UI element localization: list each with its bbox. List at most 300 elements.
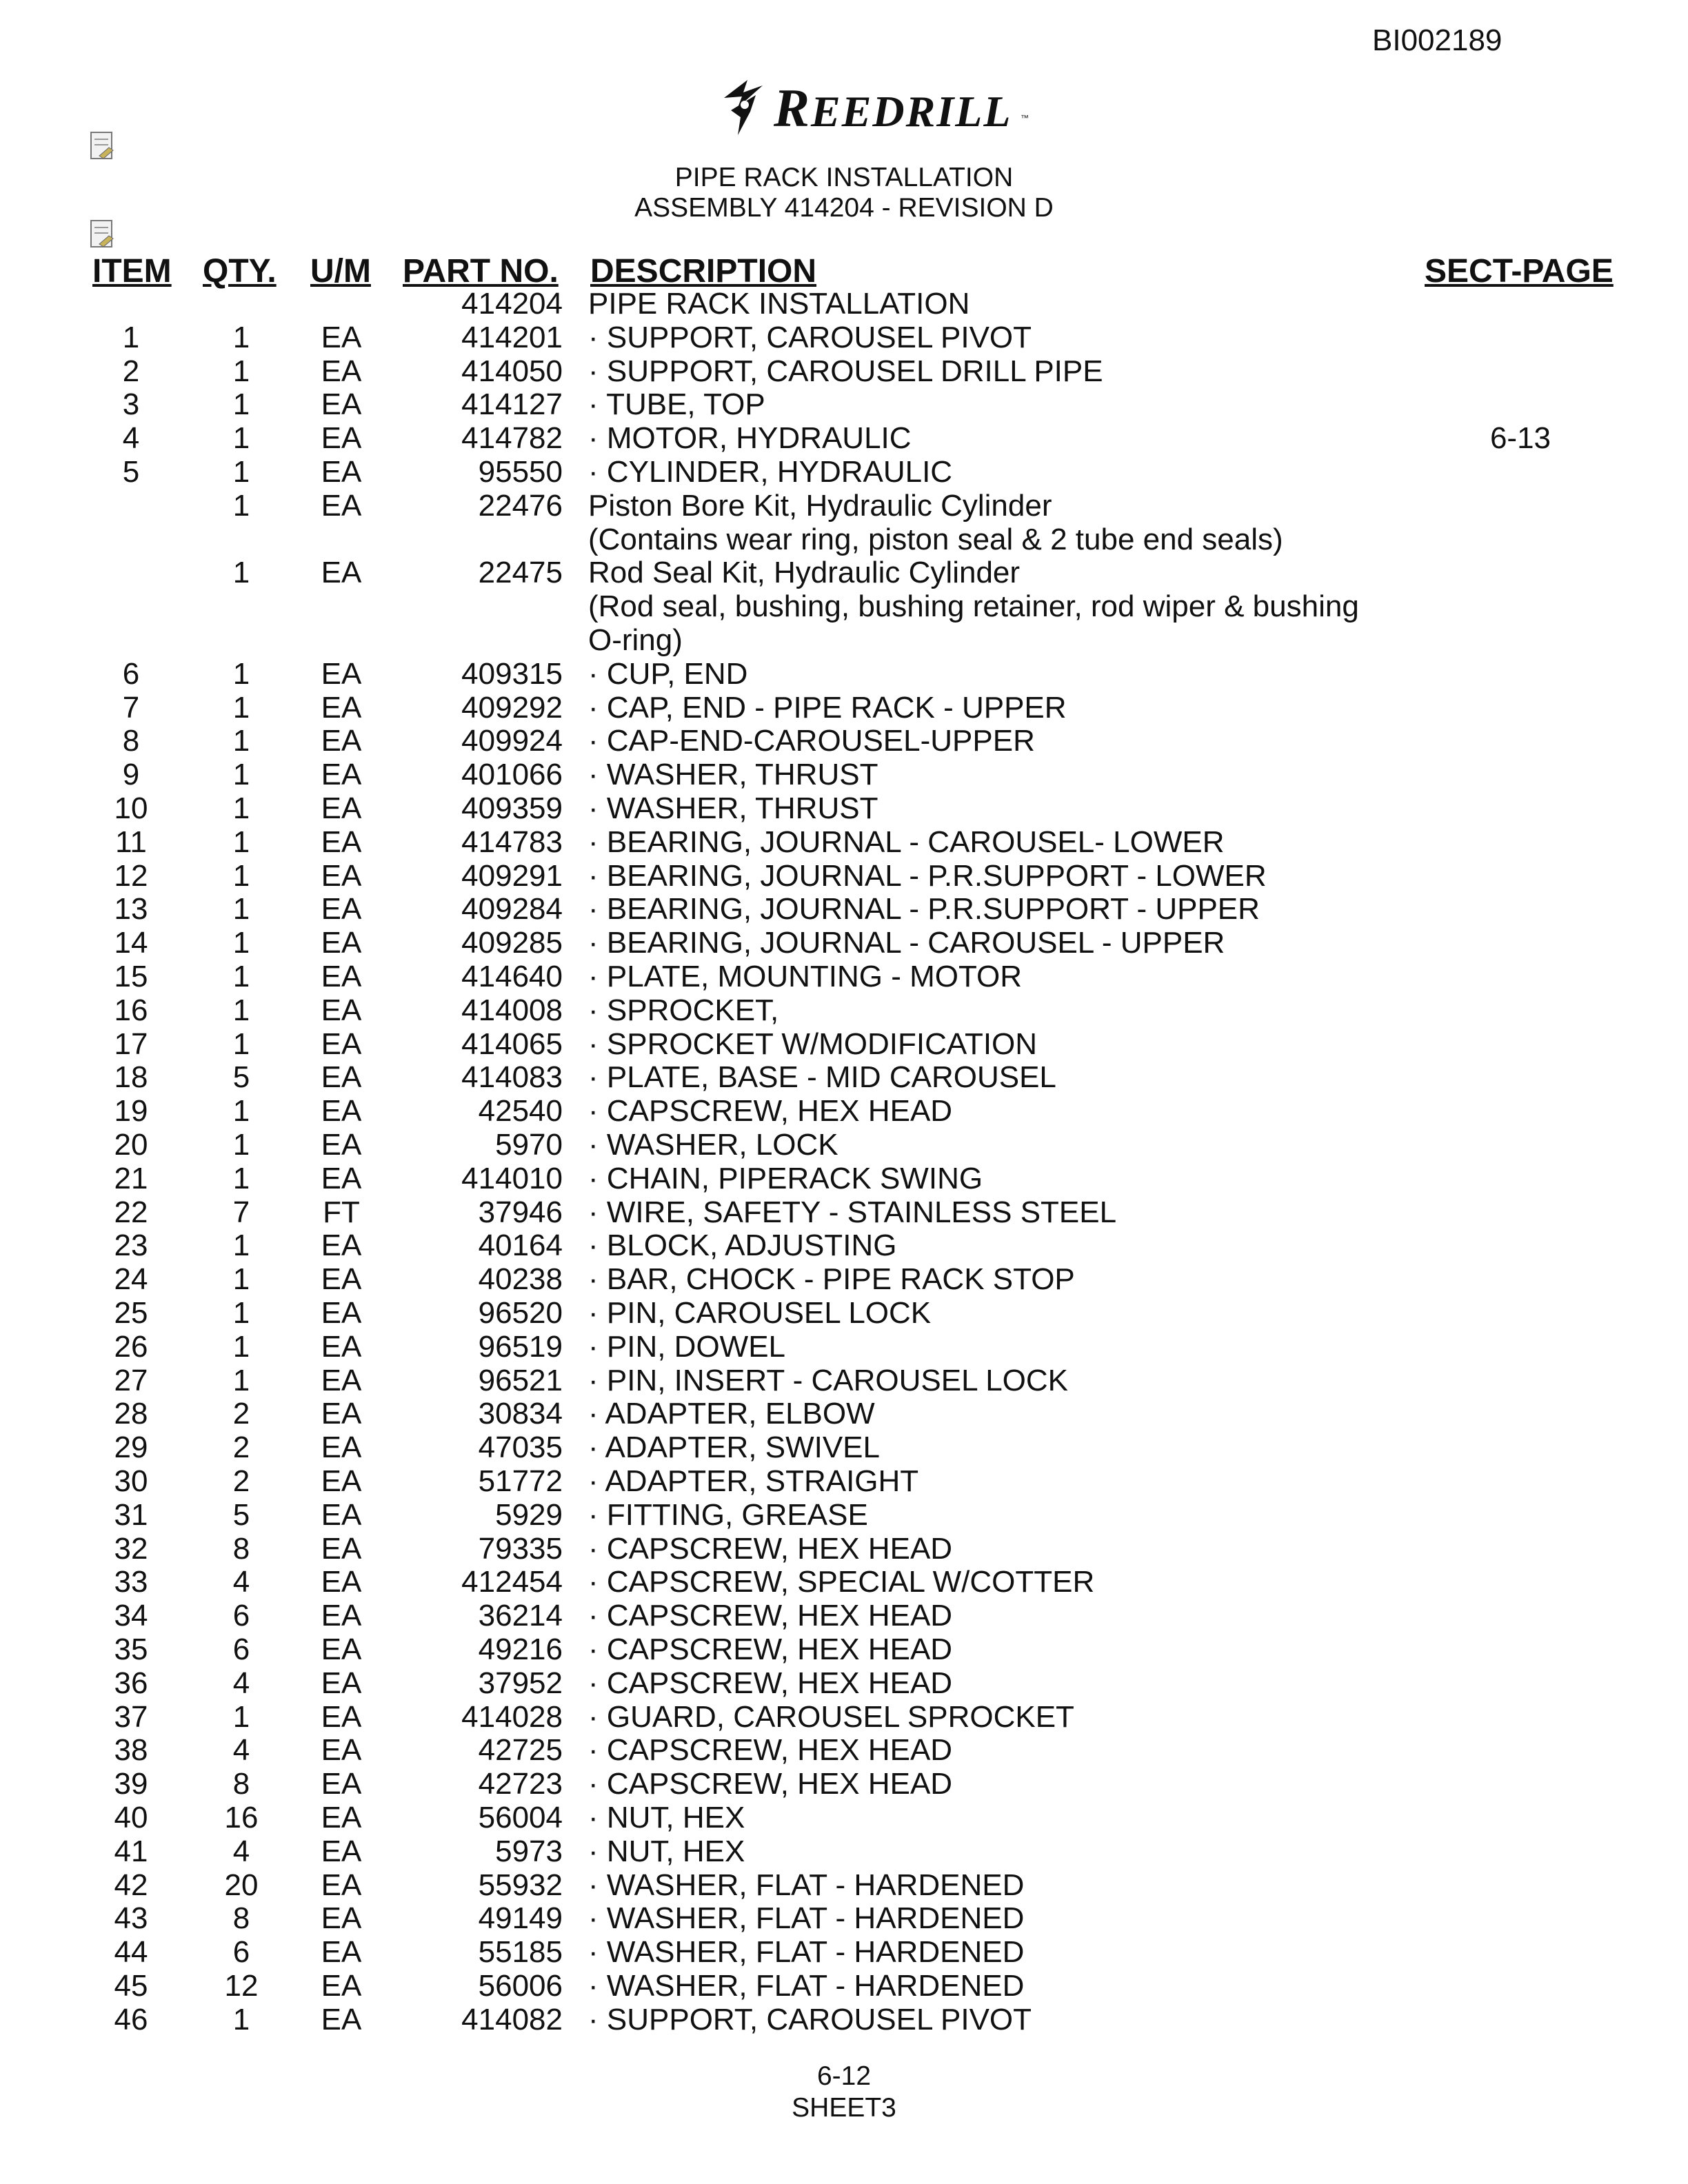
unit-of-measure: EA [321,1397,362,1431]
item-number: 8 [122,724,140,758]
part-number: 414050 [461,354,563,388]
unit-of-measure: EA [321,1969,362,2003]
part-number: 40238 [478,1262,563,1297]
part-number: 56004 [478,1801,563,1834]
quantity: 1 [232,858,250,893]
table-row [0,1094,1688,1128]
part-number: 55932 [478,1868,563,1902]
item-number: 46 [114,2002,148,2036]
unit-of-measure: EA [321,791,362,825]
description: · WASHER, LOCK [588,1128,838,1162]
unit-of-measure: EA [321,1430,362,1465]
column-header-description: DESCRIPTION [590,253,817,290]
table-row [0,623,1688,657]
quantity: 1 [232,1094,250,1129]
description: · PIN, INSERT - CAROUSEL LOCK [588,1363,1069,1397]
table-row [0,1430,1688,1464]
item-number: 31 [114,1497,148,1532]
item-number: 4 [122,421,140,456]
item-number: 15 [114,960,148,993]
part-number: 55185 [478,1935,563,1970]
unit-of-measure: EA [321,1329,362,1364]
column-header-um: U/M [310,253,371,290]
unit-of-measure: EA [321,724,362,758]
table-row [0,1632,1688,1666]
description: (Contains wear ring, piston seal & 2 tube end seals) [588,522,1283,556]
unit-of-measure: EA [321,1935,362,1970]
table-row [0,825,1688,859]
quantity: 1 [232,656,250,691]
unit-of-measure: EA [321,758,362,792]
description: · PLATE, MOUNTING - MOTOR [588,960,1023,993]
description: · NUT, HEX [588,1801,745,1834]
part-number: 37946 [478,1195,563,1229]
table-row [0,1262,1688,1296]
table-row [0,1027,1688,1061]
part-number: 409285 [461,926,563,960]
table-row [0,1532,1688,1566]
table-row [0,1565,1688,1599]
quantity: 1 [232,1128,250,1162]
part-number: 30834 [478,1397,563,1431]
description: · BEARING, JOURNAL - CAROUSEL- LOWER [588,825,1225,859]
table-row [0,1364,1688,1397]
unit-of-measure: EA [321,556,362,590]
part-number: 409359 [461,791,563,825]
quantity: 1 [232,421,250,456]
unit-of-measure: EA [321,926,362,960]
description: · CAPSCREW, HEX HEAD [588,1599,953,1633]
item-number: 16 [114,993,148,1027]
drill-bit-logo-icon [717,77,770,136]
table-row [0,1935,1688,1969]
table-row [0,892,1688,926]
quantity: 1 [232,488,250,523]
item-number: 11 [115,825,147,859]
table-row [0,354,1688,388]
table-row [0,691,1688,725]
part-number: 37952 [478,1666,563,1700]
unit-of-measure: EA [321,1060,362,1095]
table-row [0,287,1688,321]
part-number: 414204 [461,287,563,321]
part-number: 42540 [478,1094,563,1129]
item-number: 12 [114,858,148,893]
part-number: 414127 [461,387,563,422]
item-number: 25 [114,1296,148,1330]
document-title: PIPE RACK INSTALLATION [674,163,1014,192]
table-row [0,1195,1688,1229]
part-number: 79335 [478,1531,563,1566]
quantity: 1 [232,791,250,825]
table-row [0,1128,1688,1162]
table-row [0,455,1688,489]
description: · PIN, CAROUSEL LOCK [588,1296,932,1330]
quantity: 1 [232,993,250,1027]
part-number: 56006 [478,1969,563,2003]
part-number: 5929 [495,1497,563,1532]
item-number: 39 [114,1767,148,1801]
description: · SUPPORT, CAROUSEL PIVOT [588,320,1032,354]
item-number: 41 [114,1834,148,1868]
unit-of-measure: EA [321,1262,362,1297]
table-row [0,589,1688,623]
table-row [0,1397,1688,1430]
part-number: 409292 [461,690,563,725]
document-id: BI002189 [1372,23,1503,57]
quantity: 5 [232,1060,250,1095]
item-number: 17 [114,1027,148,1061]
item-number: 23 [114,1228,148,1263]
quantity: 1 [232,1027,250,1061]
quantity: 4 [232,1666,250,1700]
column-header-item: ITEM [92,253,172,290]
item-number: 34 [114,1599,148,1633]
part-number: 414640 [461,960,563,993]
table-row [0,1700,1688,1734]
description: · BEARING, JOURNAL - P.R.SUPPORT - LOWER [588,858,1267,893]
part-number: 36214 [478,1599,563,1633]
part-number: 42725 [478,1733,563,1768]
item-number: 3 [122,387,140,422]
unit-of-measure: EA [321,1296,362,1330]
item-number: 35 [114,1632,148,1666]
quantity: 6 [232,1935,250,1970]
quantity: 8 [232,1901,250,1936]
unit-of-measure: EA [321,690,362,725]
table-row [0,1464,1688,1498]
description: Piston Bore Kit, Hydraulic Cylinder [588,488,1052,523]
unit-of-measure: EA [321,1161,362,1195]
item-number: 27 [114,1363,148,1397]
unit-of-measure: EA [321,1767,362,1801]
table-row [0,2003,1688,2036]
item-number: 14 [114,926,148,960]
unit-of-measure: EA [321,1901,362,1936]
quantity: 8 [232,1531,250,1566]
unit-of-measure: EA [321,1128,362,1162]
part-number: 5973 [495,1834,563,1868]
item-number: 28 [114,1397,148,1431]
quantity: 1 [232,320,250,354]
quantity: 4 [232,1834,250,1868]
unit-of-measure: EA [321,1733,362,1768]
description: · WASHER, FLAT - HARDENED [588,1901,1025,1936]
part-number: 49216 [478,1632,563,1666]
unit-of-measure: EA [321,1531,362,1566]
table-row [0,1834,1688,1868]
table-row [0,724,1688,758]
item-number: 10 [114,791,148,825]
quantity: 1 [232,758,250,792]
item-number: 32 [114,1531,148,1566]
document-icon [90,219,117,250]
description: · SPROCKET W/MODIFICATION [588,1027,1038,1061]
reedrill-logo [717,77,1034,136]
description: · CAPSCREW, HEX HEAD [588,1666,953,1700]
quantity: 8 [232,1767,250,1801]
quantity: 1 [232,892,250,927]
column-header-sect-page: SECT-PAGE [1425,253,1614,290]
table-row [0,1296,1688,1330]
quantity: 1 [232,825,250,859]
logo-trademark: ™ [1021,113,1029,123]
quantity: 4 [232,1733,250,1768]
description: · FITTING, GREASE [588,1497,868,1532]
description: · NUT, HEX [588,1834,745,1868]
quantity: 1 [232,690,250,725]
description: · WASHER, FLAT - HARDENED [588,1868,1025,1902]
item-number: 13 [114,892,148,927]
unit-of-measure: EA [321,387,362,422]
item-number: 18 [114,1060,148,1095]
quantity: 1 [232,724,250,758]
table-row [0,1498,1688,1532]
table-row [0,1969,1688,2003]
part-number: 409291 [461,858,563,893]
description: · CHAIN, PIPERACK SWING [588,1161,983,1195]
item-number: 36 [114,1666,148,1700]
unit-of-measure: EA [321,1868,362,1902]
item-number: 2 [122,354,140,388]
unit-of-measure: EA [321,1228,362,1263]
part-number: 96520 [478,1296,563,1330]
description: Rod Seal Kit, Hydraulic Cylinder [588,556,1021,590]
description: · GUARD, CAROUSEL SPROCKET [588,1699,1074,1734]
part-number: 414065 [461,1027,563,1061]
description: · SUPPORT, CAROUSEL PIVOT [588,2002,1032,2036]
unit-of-measure: EA [321,993,362,1027]
description: · SUPPORT, CAROUSEL DRILL PIPE [588,354,1103,388]
table-row [0,1330,1688,1364]
item-number: 21 [114,1161,148,1195]
quantity: 1 [232,1296,250,1330]
description: · WASHER, FLAT - HARDENED [588,1935,1025,1970]
quantity: 1 [232,2002,250,2036]
description: · ADAPTER, SWIVEL [588,1430,880,1465]
part-number: 414083 [461,1060,563,1095]
document-icon [90,131,117,161]
unit-of-measure: EA [321,825,362,859]
description: · CAPSCREW, HEX HEAD [588,1094,953,1129]
table-row [0,1162,1688,1195]
unit-of-measure: EA [321,354,362,388]
quantity: 12 [224,1969,259,2003]
quantity: 1 [232,556,250,590]
part-number: 414028 [461,1699,563,1734]
table-row [0,791,1688,825]
description: · ADAPTER, STRAIGHT [588,1464,919,1498]
table-row [0,758,1688,791]
page-number: 6-12 [816,2061,872,2091]
item-number: 19 [114,1094,148,1129]
unit-of-measure: EA [321,320,362,354]
quantity: 1 [232,926,250,960]
description: · CAPSCREW, HEX HEAD [588,1767,953,1801]
part-number: 414082 [461,2002,563,2036]
part-number: 22475 [478,556,563,590]
unit-of-measure: EA [321,488,362,523]
quantity: 1 [232,1262,250,1297]
item-number: 29 [114,1430,148,1465]
quantity: 7 [232,1195,250,1229]
quantity: 1 [232,960,250,993]
description: · WASHER, THRUST [588,758,878,792]
table-row [0,1060,1688,1094]
description: · CAP, END - PIPE RACK - UPPER [588,690,1067,725]
table-row [0,1228,1688,1262]
quantity: 2 [232,1397,250,1431]
item-number: 37 [114,1699,148,1734]
quantity: 20 [224,1868,259,1902]
item-number: 6 [122,656,140,691]
quantity: 1 [232,1329,250,1364]
description: · BLOCK, ADJUSTING [588,1228,897,1263]
unit-of-measure: EA [321,1801,362,1834]
item-number: 24 [114,1262,148,1297]
table-row [0,926,1688,960]
part-number: 414782 [461,421,563,456]
item-number: 44 [114,1935,148,1970]
quantity: 2 [232,1430,250,1465]
unit-of-measure: EA [321,1834,362,1868]
description: · PLATE, BASE - MID CAROUSEL [588,1060,1056,1095]
quantity: 16 [224,1801,259,1834]
description: · TUBE, TOP [588,387,765,422]
item-number: 45 [114,1969,148,2003]
unit-of-measure: EA [321,1666,362,1700]
part-number: 412454 [461,1565,563,1599]
description: · BEARING, JOURNAL - P.R.SUPPORT - UPPER [588,892,1260,927]
part-number: 409924 [461,724,563,758]
quantity: 1 [232,387,250,422]
item-number: 33 [114,1565,148,1599]
quantity: 1 [232,1363,250,1397]
assembly-revision: ASSEMBLY 414204 - REVISION D [634,193,1054,223]
table-row [0,321,1688,354]
part-number: 95550 [478,455,563,489]
section-page: 6-13 [1489,421,1551,456]
part-number: 414008 [461,993,563,1027]
quantity: 6 [232,1632,250,1666]
table-row [0,1868,1688,1902]
part-number: 47035 [478,1430,563,1465]
item-number: 20 [114,1128,148,1162]
description: · SPROCKET, [588,993,779,1027]
table-row [0,657,1688,691]
table-row [0,421,1688,455]
description: · WASHER, FLAT - HARDENED [588,1969,1025,2003]
item-number: 22 [114,1195,148,1229]
part-number: 414010 [461,1161,563,1195]
quantity: 1 [232,354,250,388]
description: · CYLINDER, HYDRAULIC [588,455,953,489]
table-row [0,1666,1688,1700]
part-number: 5970 [495,1128,563,1162]
unit-of-measure: EA [321,1699,362,1734]
item-number: 7 [122,690,140,725]
unit-of-measure: EA [321,2002,362,2036]
description: · PIN, DOWEL [588,1329,786,1364]
description: · WIRE, SAFETY - STAINLESS STEEL [588,1195,1117,1229]
description: · CUP, END [588,656,748,691]
table-row [0,1599,1688,1632]
description: · CAPSCREW, SPECIAL W/COTTER [588,1565,1095,1599]
description: · CAPSCREW, HEX HEAD [588,1531,953,1566]
part-number: 40164 [478,1228,563,1263]
description: · BEARING, JOURNAL - CAROUSEL - UPPER [588,926,1225,960]
quantity: 1 [232,455,250,489]
description: (Rod seal, bushing, bushing retainer, rod wiper & bushing [588,589,1359,624]
part-number: 96521 [478,1363,563,1397]
unit-of-measure: EA [321,455,362,489]
description: · CAPSCREW, HEX HEAD [588,1632,953,1666]
item-number: 38 [114,1733,148,1768]
table-row [0,960,1688,993]
item-number: 30 [114,1464,148,1498]
unit-of-measure: EA [321,1363,362,1397]
part-number: 51772 [478,1464,563,1498]
part-number: 96519 [478,1329,563,1364]
table-row [0,993,1688,1027]
part-number: 409284 [461,892,563,927]
item-number: 26 [114,1329,148,1364]
unit-of-measure: EA [321,858,362,893]
unit-of-measure: EA [321,656,362,691]
unit-of-measure: EA [321,1464,362,1498]
sheet-label: SHEET3 [792,2093,896,2123]
quantity: 1 [232,1699,250,1734]
description: · MOTOR, HYDRAULIC [588,421,912,456]
description: · WASHER, THRUST [588,791,878,825]
item-number: 43 [114,1901,148,1936]
part-number: 49149 [478,1901,563,1936]
unit-of-measure: FT [323,1195,360,1229]
item-number: 9 [122,758,140,792]
table-row [0,1767,1688,1801]
description: · CAPSCREW, HEX HEAD [588,1733,953,1768]
unit-of-measure: EA [321,892,362,927]
table-row [0,1733,1688,1767]
item-number: 42 [114,1868,148,1902]
description: · CAP-END-CAROUSEL-UPPER [588,724,1035,758]
part-number: 401066 [461,758,563,792]
quantity: 2 [232,1464,250,1498]
part-number: 409315 [461,656,563,691]
part-number: 414783 [461,825,563,859]
part-number: 22476 [478,488,563,523]
table-row [0,1901,1688,1935]
column-header-part-no: PART NO. [403,253,559,290]
table-row [0,387,1688,421]
item-number: 40 [114,1801,148,1834]
unit-of-measure: EA [321,1027,362,1061]
description: O-ring) [588,623,683,657]
part-number: 414201 [461,320,563,354]
quantity: 5 [232,1497,250,1532]
quantity: 1 [232,1161,250,1195]
unit-of-measure: EA [321,1632,362,1666]
quantity: 4 [232,1565,250,1599]
quantity: 1 [232,1228,250,1263]
column-header-qty: QTY. [203,253,277,290]
unit-of-measure: EA [321,1565,362,1599]
description: · BAR, CHOCK - PIPE RACK STOP [588,1262,1075,1297]
unit-of-measure: EA [321,960,362,993]
unit-of-measure: EA [321,421,362,456]
unit-of-measure: EA [321,1497,362,1532]
unit-of-measure: EA [321,1094,362,1129]
